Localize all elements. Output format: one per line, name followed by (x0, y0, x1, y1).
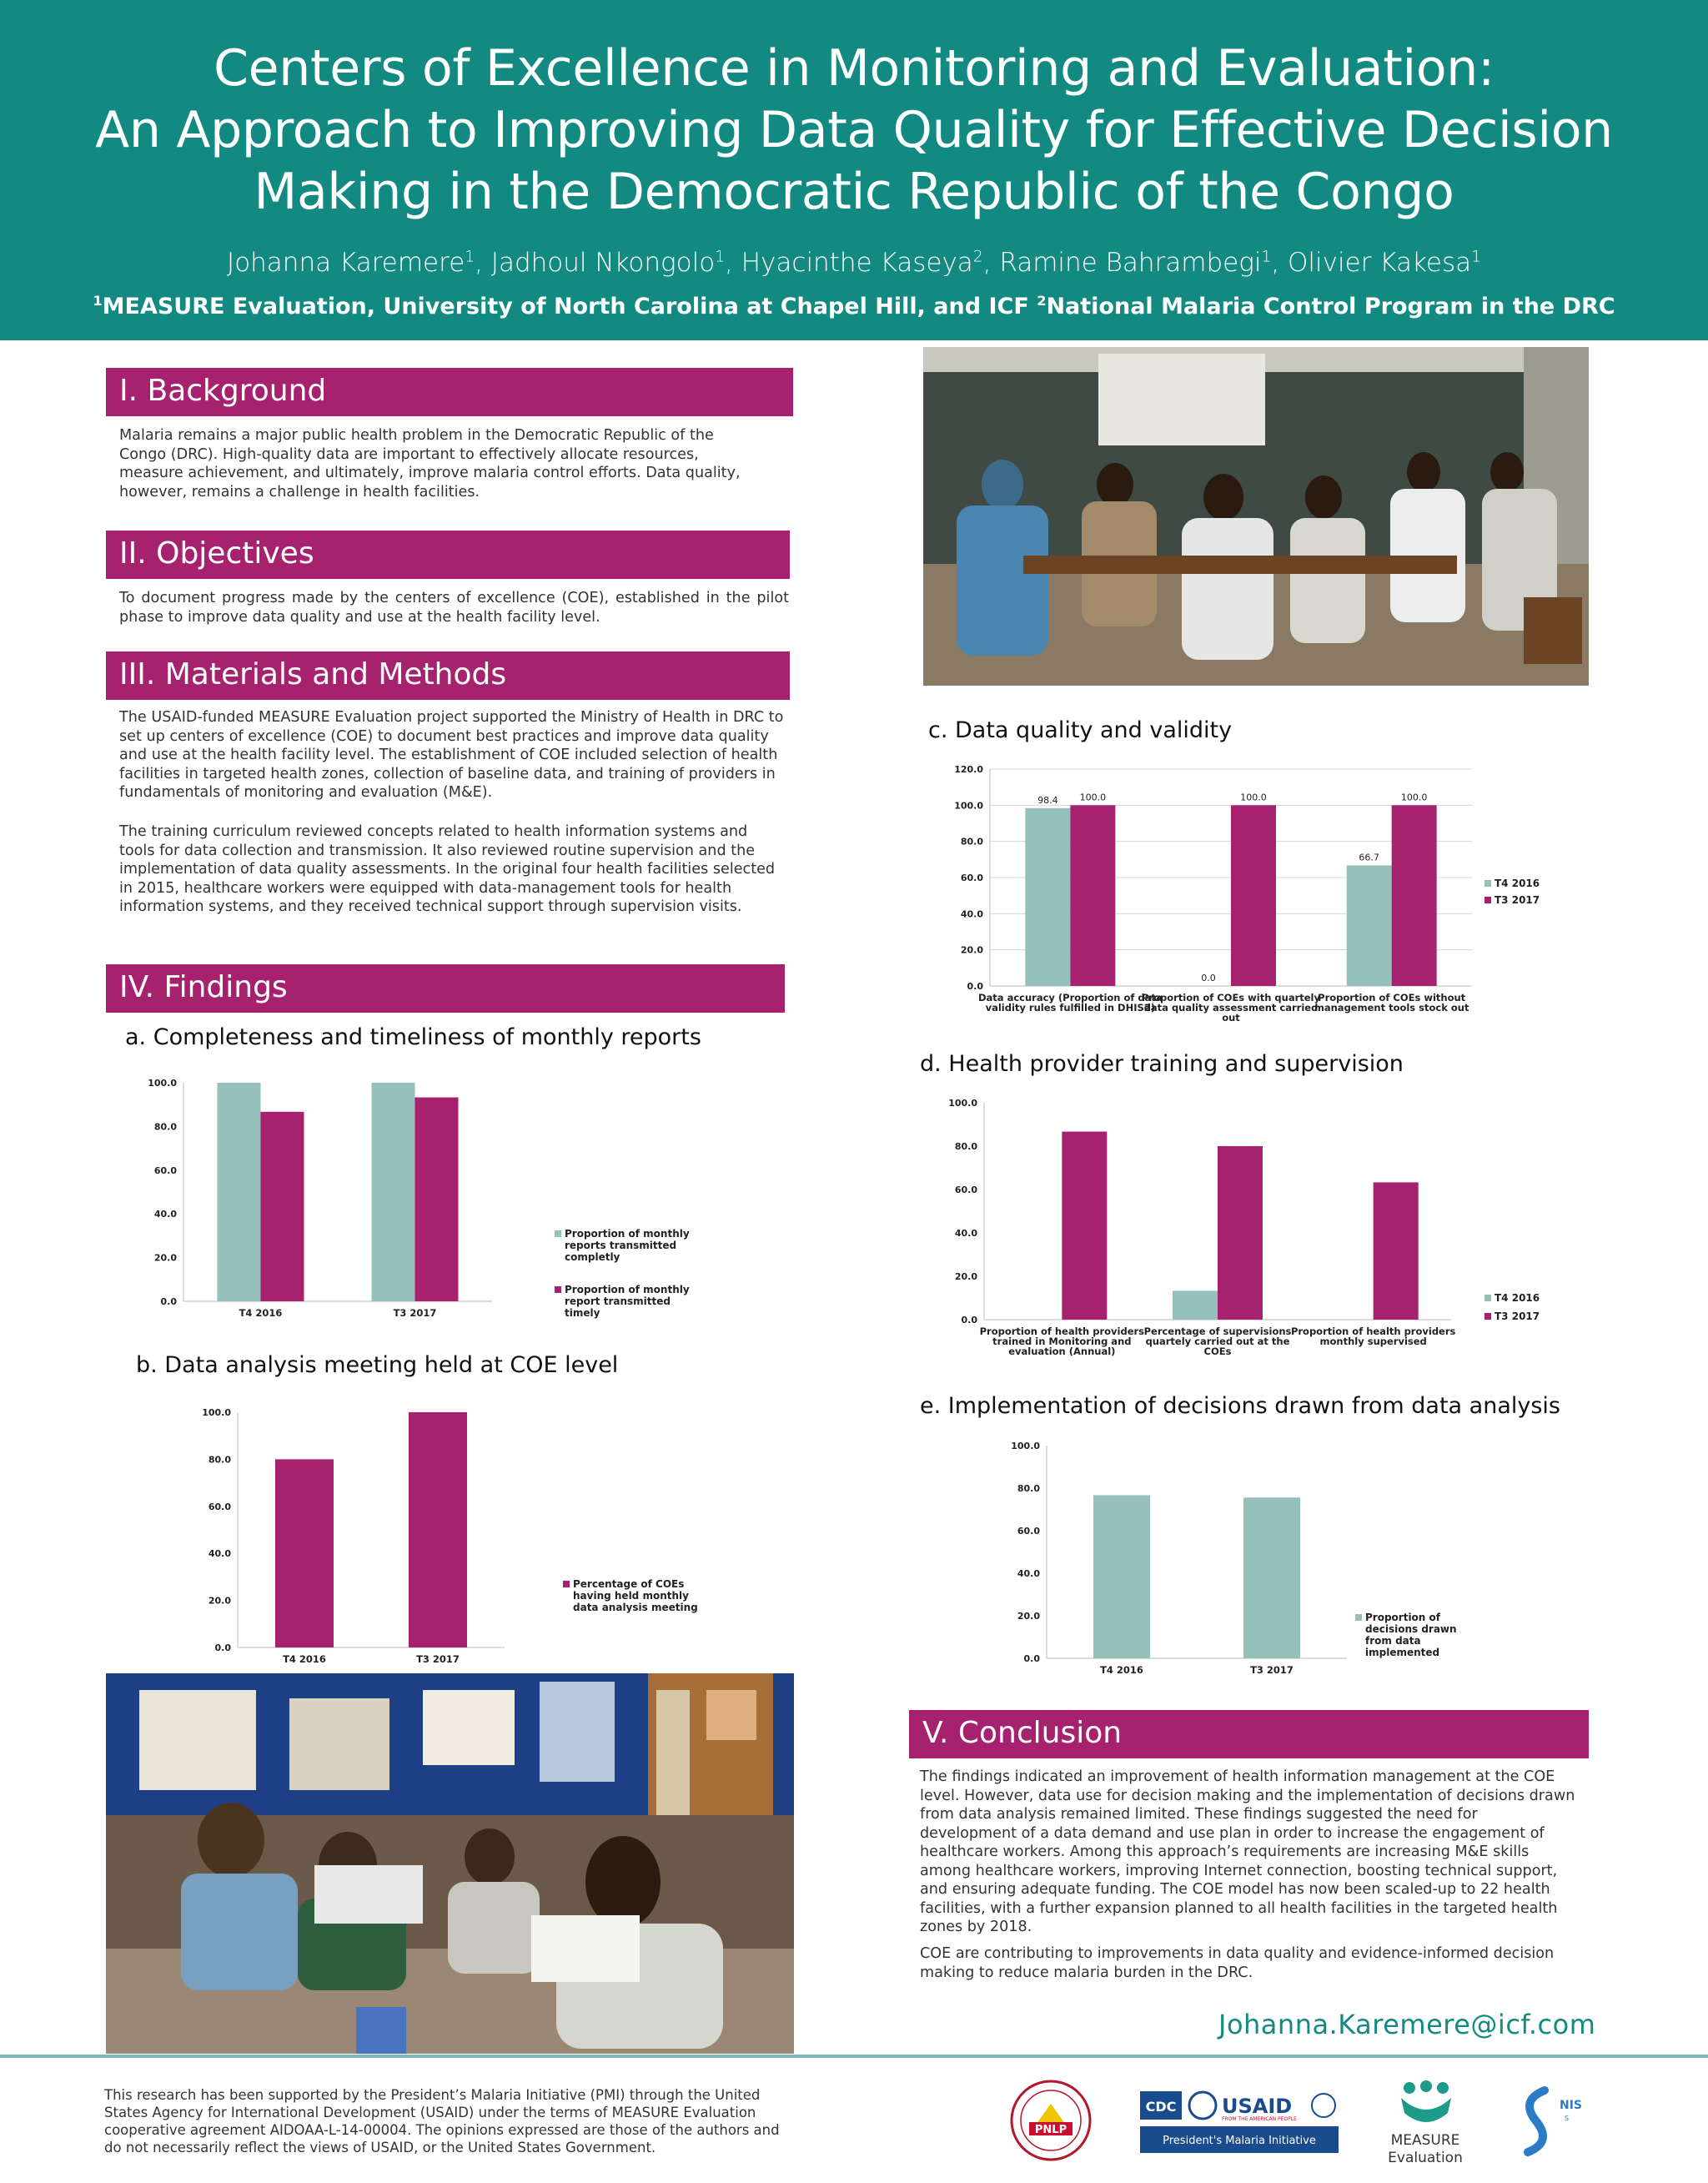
y-tick-label: 100.0 (1011, 1441, 1040, 1451)
legend-swatch (555, 1286, 561, 1293)
conclusion-text-1: The findings indicated an improvement of health information management at the COE level. However, data use for decision making and the implementation of decisions drawn from data analysis remained limited. These findings suggested the need for development of a data demand and use plan in order to increase the engagement of healthcare workers. Among this approach’s requirements are increasing M&E skills among healthcare workers, improving Internet connection, boosting technical support, and ensuring adequate funding. The COE model has now been scaled-up to 22 health facilities, with a further expansion planned to all health facilities in the targeted health zones by 2018. (920, 1768, 1575, 1935)
legend-label: Proportion of monthly (565, 1228, 690, 1240)
chart-a-title: a. Completeness and timeliness of monthly reports (125, 1024, 701, 1050)
bar (1347, 865, 1392, 986)
x-category-label: Proportion of health providers (979, 1325, 1145, 1337)
legend-swatch (1355, 1614, 1362, 1621)
x-category-label: data quality assessment carried (1143, 1002, 1319, 1014)
legend-label: T4 2016 (1494, 1292, 1540, 1304)
funding-disclaimer: This research has been supported by the President’s Malaria Initiative (PMI) through the United States Agency for International Development (USAID) under the terms of MEASURE Evaluation cooperative agreement AIDOAA-L-14-00004. The opinions expressed are those of the authors and do not necessarily reflect the views of USAID, or the United States Government. (104, 2087, 780, 2155)
bar (1093, 1495, 1150, 1658)
svg-text:FROM THE AMERICAN PEOPLE: FROM THE AMERICAN PEOPLE (1222, 2116, 1297, 2122)
photo-classroom (923, 347, 1589, 686)
legend-label: T4 2016 (1494, 878, 1540, 889)
legend-label: reports transmitted (565, 1240, 677, 1251)
section-heading-background: I. Background (106, 368, 793, 416)
chart-d (934, 1093, 1540, 1376)
legend-label: report transmitted (565, 1295, 671, 1307)
svg-text:MEASURE: MEASURE (1390, 2132, 1460, 2149)
y-tick-label: 0.0 (967, 981, 983, 992)
photo-training-session (106, 1673, 794, 2054)
author: Jadhoul Nkongolo$^1$ (490, 248, 726, 278)
poster-header (0, 0, 1708, 340)
bar (409, 1412, 467, 1647)
x-category-label: Proportion of COEs without (1318, 992, 1466, 1003)
x-category-label: Percentage of supervisions (1143, 1325, 1292, 1337)
section-heading-findings: IV. Findings (106, 964, 785, 1013)
legend-swatch (1484, 880, 1491, 887)
legend-label: completly (565, 1251, 620, 1263)
x-category-label: monthly supervised (1319, 1335, 1427, 1347)
background-text: Malaria remains a major public health problem in the Democratic Republic of the Congo (DRC). High-quality data are important to effectively allocate resources, measure achievement, and ultimately, improve malaria control efforts. Data quality, however, remains a challenge in health facilities. (119, 427, 741, 500)
bar (1062, 1132, 1107, 1320)
x-category-label: T4 2016 (239, 1307, 283, 1319)
y-tick-label: 60.0 (153, 1164, 177, 1176)
chart-e (1005, 1433, 1555, 1683)
legend-label: Proportion of (1365, 1612, 1440, 1623)
methods-text-2: The training curriculum reviewed concepts related to health information systems and tools for data collection and transmission. It also reviewed routine supervision and the implementation of data quality assessments. In the original four health facilities selected in 2015, healthcare workers were equipped with data-management tools for health information systems, and they received technical support through supervision visits. (119, 823, 776, 915)
chart-b-title: b. Data analysis meeting held at COE level (136, 1352, 619, 1378)
y-tick-label: 0.0 (1023, 1653, 1040, 1664)
legend-label: T3 2017 (1494, 1310, 1540, 1322)
x-category-label: T3 2017 (393, 1307, 437, 1319)
chart-a (142, 1064, 759, 1339)
y-tick-label: 60.0 (208, 1501, 231, 1512)
bar (1025, 808, 1070, 986)
section-heading-methods: III. Materials and Methods (106, 651, 790, 700)
bar-data-label: 100.0 (1400, 792, 1428, 803)
y-tick-label: 40.0 (208, 1548, 231, 1560)
y-tick-label: 0.0 (961, 1315, 977, 1325)
y-tick-label: 80.0 (208, 1454, 231, 1466)
bar-data-label: 0.0 (1201, 973, 1216, 983)
bar (415, 1098, 459, 1301)
pnlp-logo (1009, 2079, 1093, 2162)
bar (1392, 805, 1437, 986)
y-tick-label: 100.0 (148, 1078, 177, 1089)
y-tick-label: 80.0 (1017, 1483, 1040, 1494)
y-tick-label: 20.0 (208, 1595, 231, 1607)
conclusion-text-2: COE are contributing to improvements in data quality and evidence-informed decision making to reduce malaria burden in the DRC. (920, 1945, 1555, 1981)
x-category-label: trained in Monitoring and (992, 1335, 1132, 1347)
title-line-2: An Approach to Improving Data Quality for Effective Decision (95, 101, 1613, 159)
svg-text:USAID: USAID (1222, 2095, 1293, 2118)
x-category-label: Proportion of health providers (1290, 1325, 1456, 1337)
bar (1173, 1290, 1218, 1320)
title-line-1: Centers of Excellence in Monitoring and Evaluation: (214, 39, 1494, 98)
title-line-3: Making in the Democratic Republic of the Congo (254, 163, 1454, 221)
bar (1243, 1497, 1300, 1658)
legend-swatch (563, 1581, 570, 1587)
x-category-label: COEs (1203, 1346, 1232, 1357)
author: Ramine Bahrambegi$^1$ (999, 248, 1272, 278)
legend-label: Proportion of monthly (565, 1284, 690, 1295)
x-category-label: quartely carried out at the (1145, 1335, 1290, 1347)
chart-c-title: c. Data quality and validity (928, 717, 1233, 743)
legend-label: Percentage of COEs (573, 1578, 685, 1590)
bar-data-label: 66.7 (1359, 852, 1379, 863)
x-category-label: evaluation (Annual) (1008, 1346, 1116, 1357)
bar (1374, 1182, 1419, 1320)
y-tick-label: 100.0 (954, 800, 983, 812)
y-tick-label: 20.0 (954, 1271, 977, 1282)
svg-text:S: S (1565, 2115, 1570, 2122)
author: Johanna Karemere$^1$ (227, 248, 475, 278)
measure-evaluation-logo (1376, 2080, 1474, 2168)
x-category-label: T3 2017 (416, 1653, 460, 1665)
chart-b (163, 1397, 763, 1664)
y-tick-label: 40.0 (954, 1228, 977, 1239)
bar (1070, 805, 1115, 986)
y-tick-label: 80.0 (960, 836, 983, 848)
x-category-label: T4 2016 (283, 1653, 326, 1665)
objectives-text: To document progress made by the centers of excellence (COE), established in the pilot phase to improve data quality and use at the health facility level. (119, 590, 789, 626)
affiliations: $^1$MEASURE Evaluation, University of North Carolina at Chapel Hill, and ICF $^2$National Malaria Control Program in the DRC (93, 293, 1615, 319)
snis-logo (1511, 2084, 1586, 2159)
contact-email-link[interactable]: Johanna.Karemere@icf.com (1218, 2009, 1596, 2040)
methods-text-1: The USAID-funded MEASURE Evaluation project supported the Ministry of Health in DRC to set up centers of excellence (COE) to document best practices and improve data quality and use at the health facility level. The establishment of COE included selection of health facilities in targeted health zones, collection of baseline data, and training of providers in fundamentals of monitoring and evaluation (M&E). (119, 709, 784, 801)
x-category-label: validity rules fulfilled in DHIS2) (985, 1002, 1156, 1014)
bar-data-label: 98.4 (1037, 794, 1058, 806)
x-category-label: T3 2017 (1250, 1664, 1294, 1676)
y-tick-label: 20.0 (153, 1252, 177, 1264)
svg-text:NIS: NIS (1560, 2099, 1583, 2112)
legend-swatch (1484, 1313, 1491, 1320)
legend-label: timely (565, 1307, 600, 1319)
svg-text:CDC: CDC (1145, 2099, 1177, 2115)
section-heading-objectives: II. Objectives (106, 531, 790, 579)
bar (218, 1083, 261, 1301)
bar (275, 1459, 334, 1647)
y-tick-label: 20.0 (960, 944, 983, 956)
y-tick-label: 120.0 (954, 764, 983, 775)
x-category-label: T4 2016 (1100, 1664, 1143, 1676)
section-heading-conclusion: V. Conclusion (909, 1710, 1589, 1758)
y-tick-label: 20.0 (1017, 1611, 1040, 1622)
y-tick-label: 60.0 (1017, 1526, 1040, 1537)
y-tick-label: 100.0 (202, 1407, 231, 1418)
y-tick-label: 40.0 (960, 908, 983, 920)
y-tick-label: 100.0 (948, 1098, 977, 1109)
chart-c (938, 759, 1572, 1034)
legend-label: from data (1365, 1635, 1421, 1647)
legend-label: implemented (1365, 1647, 1440, 1658)
y-tick-label: 60.0 (960, 873, 983, 883)
bar (1231, 805, 1276, 986)
bar (372, 1083, 415, 1301)
x-category-label: management tools stock out (1314, 1002, 1469, 1014)
x-category-label: Data accuracy (Proportion of data (978, 992, 1163, 1003)
x-category-label: out (1222, 1012, 1240, 1024)
bar (1218, 1146, 1263, 1320)
y-tick-label: 40.0 (153, 1209, 177, 1220)
y-tick-label: 0.0 (160, 1296, 177, 1307)
svg-text:President's Malaria Initiative: President's Malaria Initiative (1163, 2135, 1316, 2147)
chart-d-title: d. Health provider training and supervision (920, 1051, 1404, 1077)
bar-data-label: 100.0 (1240, 792, 1267, 803)
legend-label: decisions drawn (1365, 1623, 1457, 1635)
usaid-pmi-logo (1140, 2090, 1339, 2156)
author: Hyacinthe Kaseya$^2$ (741, 248, 983, 278)
y-tick-label: 40.0 (1017, 1568, 1040, 1579)
legend-swatch (1484, 897, 1491, 903)
y-tick-label: 80.0 (153, 1121, 177, 1133)
legend-swatch (1484, 1295, 1491, 1301)
svg-text:PNLP: PNLP (1034, 2124, 1068, 2136)
svg-text:Evaluation: Evaluation (1388, 2150, 1463, 2166)
y-tick-label: 80.0 (954, 1141, 977, 1152)
legend-label: having held monthly (573, 1590, 689, 1602)
x-category-label: Proportion of COEs with quartely (1141, 992, 1321, 1003)
chart-e-title: e. Implementation of decisions drawn from data analysis (920, 1393, 1560, 1419)
y-tick-label: 60.0 (954, 1185, 977, 1195)
legend-label: data analysis meeting (573, 1602, 698, 1613)
legend-swatch (555, 1230, 561, 1237)
bar-data-label: 100.0 (1079, 792, 1107, 803)
footer-divider (0, 2055, 1708, 2058)
legend-label: T3 2017 (1494, 894, 1540, 906)
author: Olivier Kakesa$^1$ (1288, 248, 1481, 278)
bar (261, 1112, 304, 1301)
y-tick-label: 0.0 (214, 1642, 231, 1653)
author-list: Johanna Karemere$^1$, Jadhoul Nkongolo$^1$, Hyacinthe Kaseya$^2$, Ramine Bahrambegi$^1$, Olivier Kakesa$^1$ (227, 248, 1481, 278)
